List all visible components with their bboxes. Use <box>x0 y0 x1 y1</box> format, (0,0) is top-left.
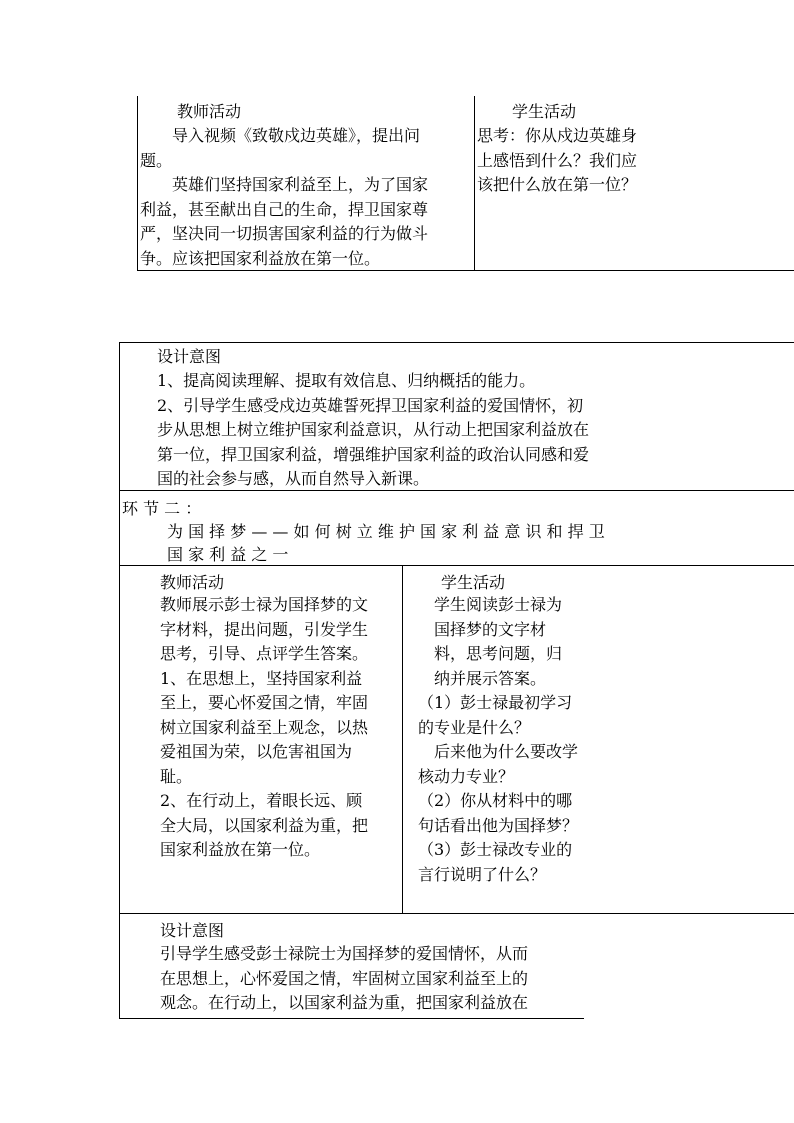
table-1-middle-divider <box>474 96 475 271</box>
section-label: 环 节 二 ： <box>122 499 202 518</box>
text-line: 1、在思想上，坚持国家利益 <box>160 668 363 688</box>
table-2-bottom-border <box>119 1018 584 1019</box>
text-line: 思考：你从戍边英雄身 <box>477 126 638 145</box>
text-line: 耻。 <box>160 766 193 786</box>
text-line: 的专业是什么？ <box>418 717 531 737</box>
text-line: 言行说明了什么？ <box>418 864 547 884</box>
table-2-left-border <box>119 342 120 1019</box>
text-line: （2）你从材料中的哪 <box>418 791 573 810</box>
text-line: （3）彭士禄改专业的 <box>418 840 573 859</box>
text-line: 字材料，提出问题，引发学生 <box>160 619 369 639</box>
text-line: 题。 <box>140 150 173 170</box>
text-line: 树立国家利益至上观念，以热 <box>160 717 369 737</box>
text-line: 国家利益放在第一位。 <box>160 840 321 859</box>
student-activity-header: 学生活动 <box>441 573 506 592</box>
text-line: 严，坚决同一切损害国家利益的行为做斗 <box>140 224 429 243</box>
row-divider <box>119 913 794 914</box>
teacher-activity-content <box>160 593 368 863</box>
text-line: 英雄们坚持国家利益至上，为了国家 <box>140 175 429 194</box>
text-line: 1、提高阅读理解、提取有效信息、归纳概括的能力。 <box>157 371 536 390</box>
text-line: 该把什么放在第一位？ <box>477 175 638 194</box>
table-1-left-border <box>137 96 138 271</box>
text-line: 学生阅读彭士禄为 <box>418 595 563 614</box>
text-line: 利益，甚至献出自己的生命，捍卫国家尊 <box>140 199 429 219</box>
text-line: 思考，引导、点评学生答案。 <box>160 644 369 663</box>
design-intent-content <box>157 369 589 492</box>
text-line: 导入视频《致敬戍边英雄》，提出问 <box>140 126 421 145</box>
text-line: 全大局，以国家利益为重，把 <box>160 815 369 835</box>
text-line: 至上，要心怀爱国之情，牢固 <box>160 693 369 712</box>
teacher-activity-header: 教师活动 <box>177 102 242 121</box>
design-intent-title: 设计意图 <box>157 347 222 366</box>
student-activity-content <box>477 124 637 198</box>
text-line: 2、在行动上，着眼长远、顾 <box>160 791 363 810</box>
text-line: 观念。在行动上，以国家利益为重，把国家利益放在 <box>160 993 529 1012</box>
text-line: 国择梦的文字材 <box>418 619 547 639</box>
text-line: 句话看出他为国择梦？ <box>418 815 579 835</box>
text-line: 核动力专业？ <box>418 766 515 786</box>
text-line: 2、引导学生感受戍边英雄誓死捍卫国家利益的爱国情怀，初 <box>157 395 584 415</box>
text-line: 教师展示彭士禄为国择梦的文 <box>160 595 369 614</box>
text-line: 后来他为什么要改学 <box>418 742 579 761</box>
section-title: 为 国 择 梦 — — 如 何 树 立 维 护 国 家 利 益 意 识 和 捍 卫 <box>167 522 605 541</box>
teacher-activity-header: 教师活动 <box>160 573 225 592</box>
text-line: 第一位，捍卫国家利益，增强维护国家利益的政治认同感和爱 <box>157 444 590 464</box>
design-intent-title: 设计意图 <box>160 921 225 940</box>
row-divider <box>119 565 794 566</box>
text-line: 争。应该把国家利益放在第一位。 <box>140 248 381 268</box>
text-line: （1）彭士禄最初学习 <box>418 693 573 712</box>
text-line: 步从思想上树立维护国家利益意识，从行动上把国家利益放在 <box>157 420 590 439</box>
text-line: 纳并展示答案。 <box>418 668 547 688</box>
student-activity-header: 学生活动 <box>512 102 577 121</box>
text-line: 料，思考问题，归 <box>418 644 563 663</box>
column-divider <box>402 565 403 913</box>
student-activity-content <box>418 593 578 887</box>
table-2-top-border <box>119 342 794 343</box>
text-line: 爱祖国为荣，以危害祖国为 <box>160 742 353 761</box>
section-title-continued: 国 家 利 益 之 一 <box>167 545 289 564</box>
text-line: 国的社会参与感，从而自然导入新课。 <box>157 469 430 488</box>
text-line: 引导学生感受彭士禄院士为国择梦的爱国情怀，从而 <box>160 944 529 963</box>
text-line: 上感悟到什么？我们应 <box>477 150 638 170</box>
design-intent-content <box>160 942 528 1016</box>
text-line: 在思想上，心怀爱国之情，牢固树立国家利益至上的 <box>160 968 529 988</box>
teacher-activity-content <box>140 124 428 271</box>
